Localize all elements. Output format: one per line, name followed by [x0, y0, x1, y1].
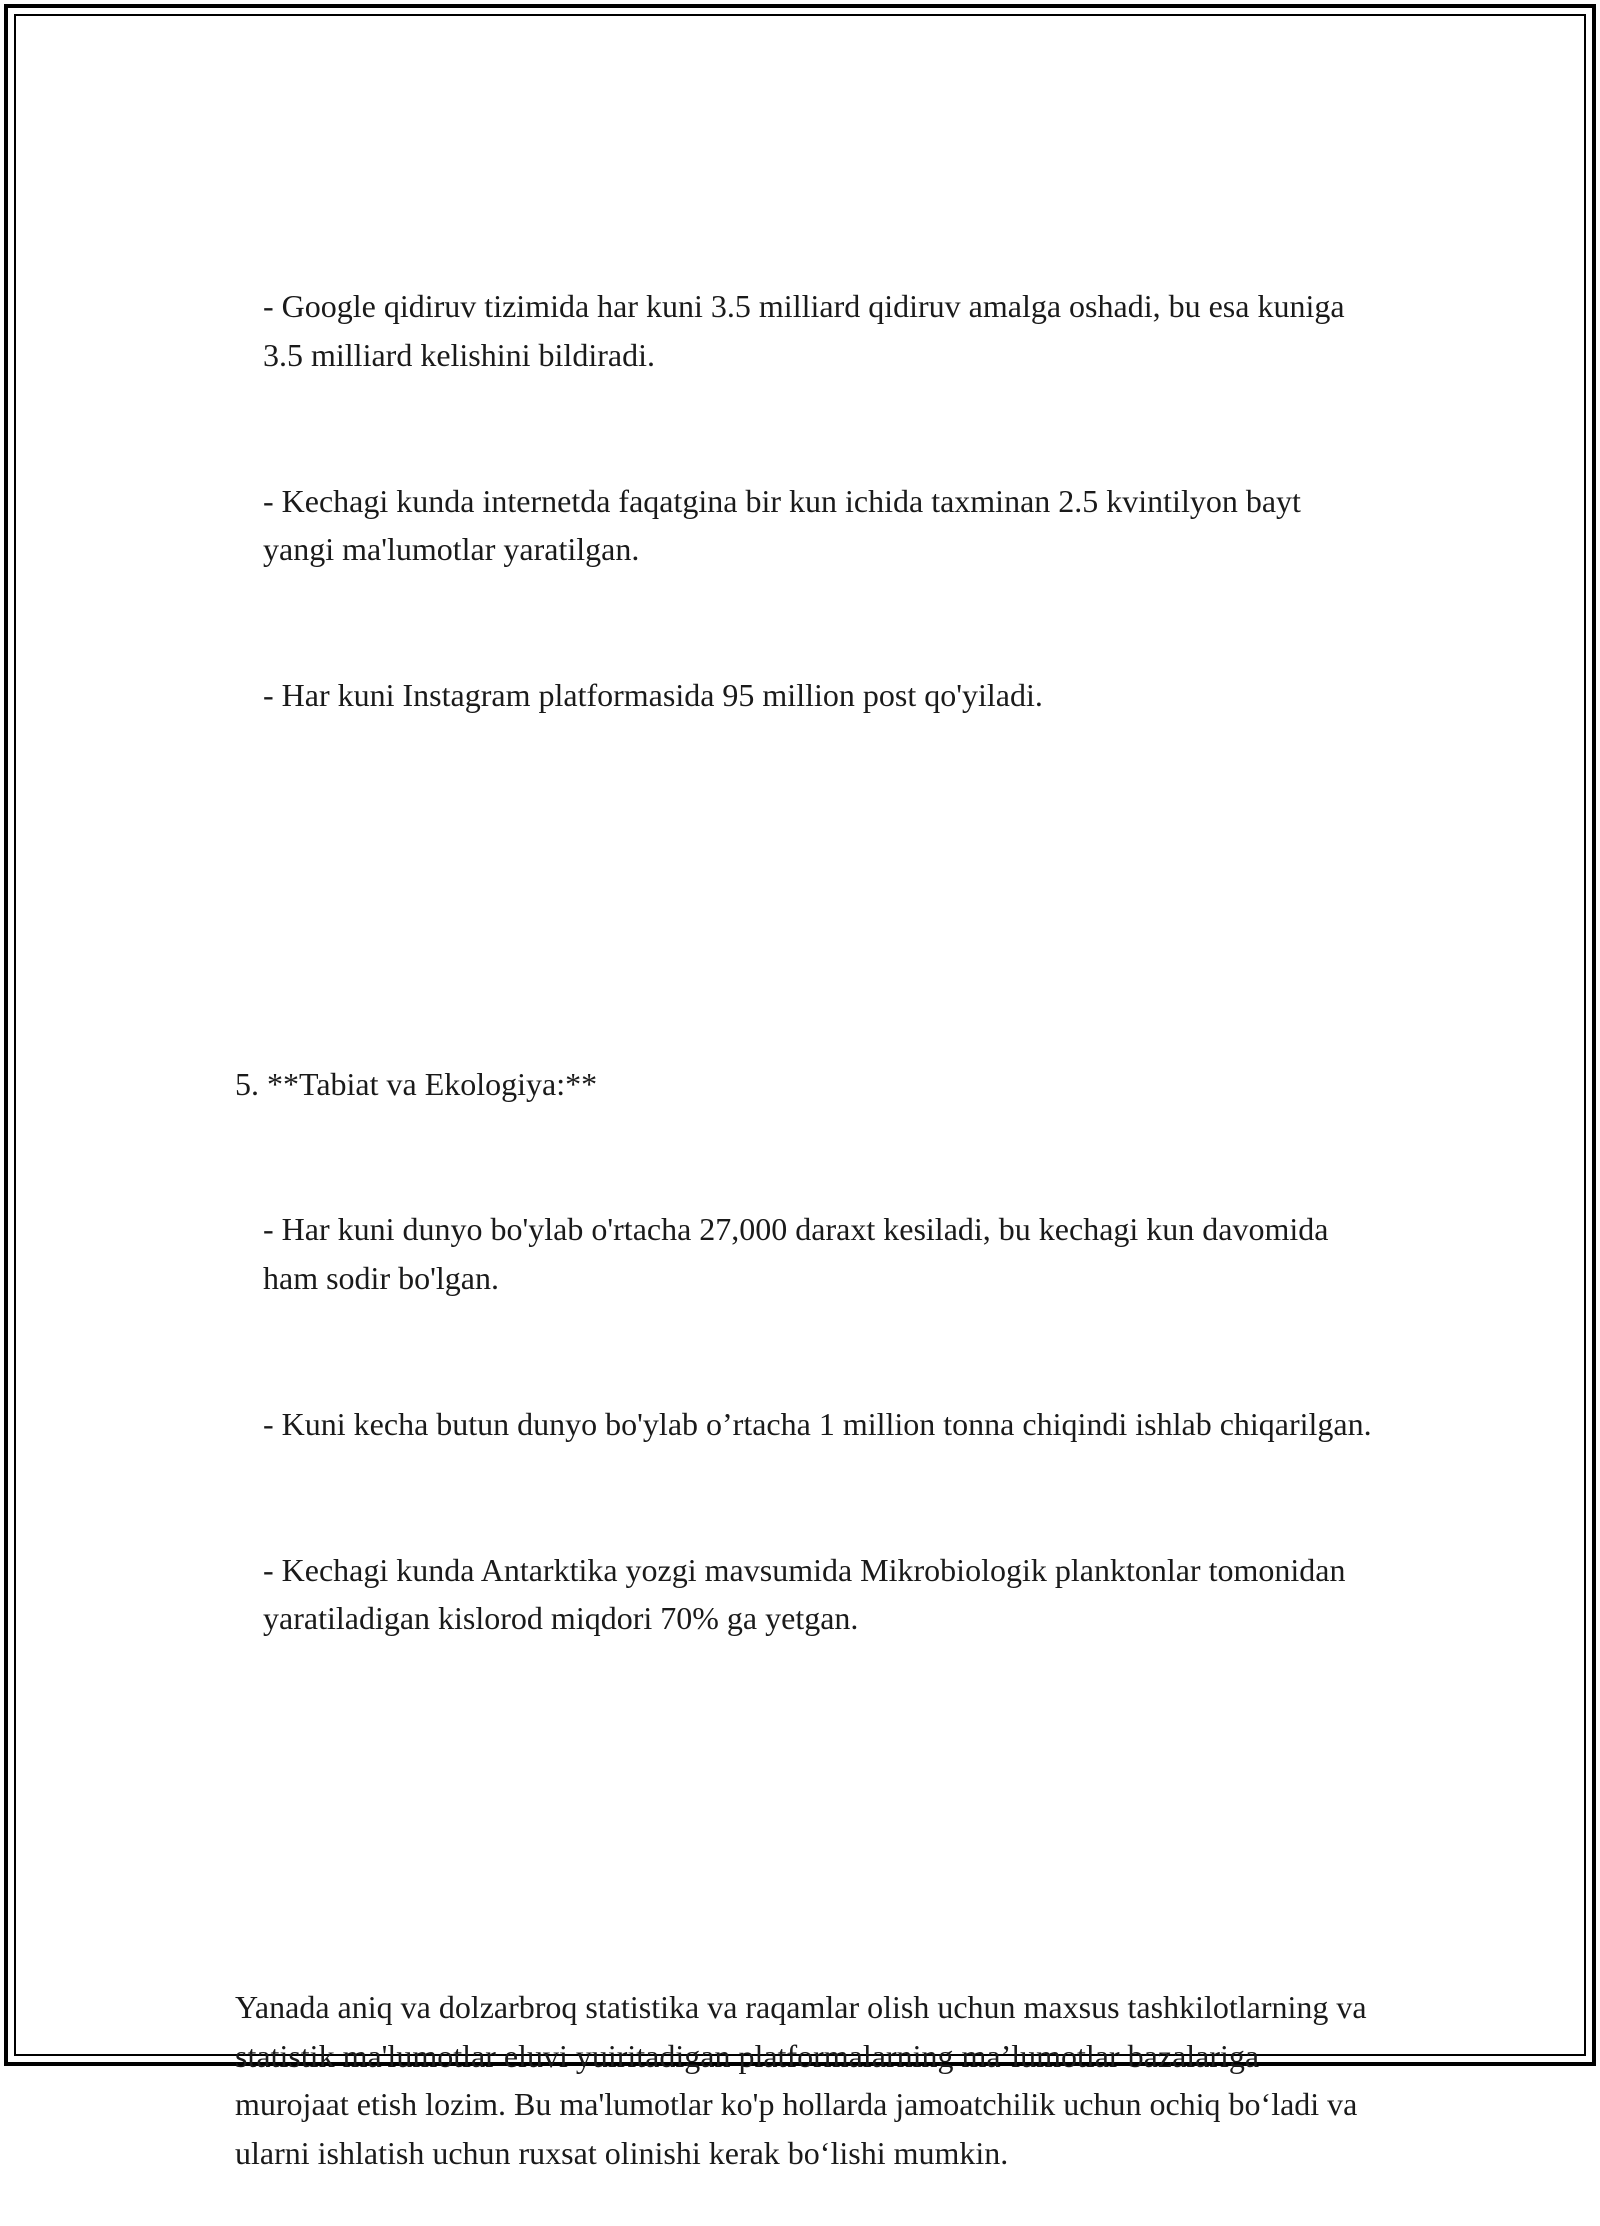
bullet-internet-data: - Kechagi kunda internetda faqatgina bir kun ichida taxminan 2.5 kvintilyon bayt yangi ma'lumotlar yaratilgan.	[263, 482, 1309, 568]
bullet-google: - Google qidiruv tizimida har kuni 3.5 milliard qidiruv amalga oshadi, bu esa kuniga 3.5 milliard kelishini bildiradi.	[263, 288, 1353, 373]
section-heading: 5. **Tabiat va Ekologiya:**	[235, 1065, 598, 1102]
closing-paragraph: Yanada aniq va dolzarbroq statistika va raqamlar olish uchun maxsus tashkilotlarning va statistik ma'lumotlar eluvi yuiritadigan platformalarning ma’lumotlar bazalariga murojaat etish lozim. Bu ma'lumotlar ko'p hollarda jamoatchilik uchun ochiq bo‘ladi va ularni ishlatish uchun ruxsat olinishi kerak bo‘lishi mumkin.	[235, 1988, 1375, 2171]
paragraph-spacer	[235, 865, 1375, 914]
bullet-waste: - Kuni kecha butun dunyo bo'ylab o’rtacha 1 million tonna chiqindi ishlab chiqarilgan.	[263, 1405, 1372, 1442]
bullet-oxygen: - Kechagi kunda Antarktika yozgi mavsumida Mikrobiologik planktonlar tomonidan yaratiladigan kislorod miqdori 70% ga yetgan.	[263, 1551, 1354, 1637]
bullet-instagram: - Har kuni Instagram platformasida 95 million post qo'yiladi.	[263, 676, 1043, 713]
paragraph-spacer	[235, 1789, 1375, 1838]
bullet-trees: - Har kuni dunyo bo'ylab o'rtacha 27,000 daraxt kesiladi, bu kechagi kun davomida ham sodir bo'lgan.	[263, 1211, 1337, 1297]
document-body	[235, 185, 1375, 2226]
